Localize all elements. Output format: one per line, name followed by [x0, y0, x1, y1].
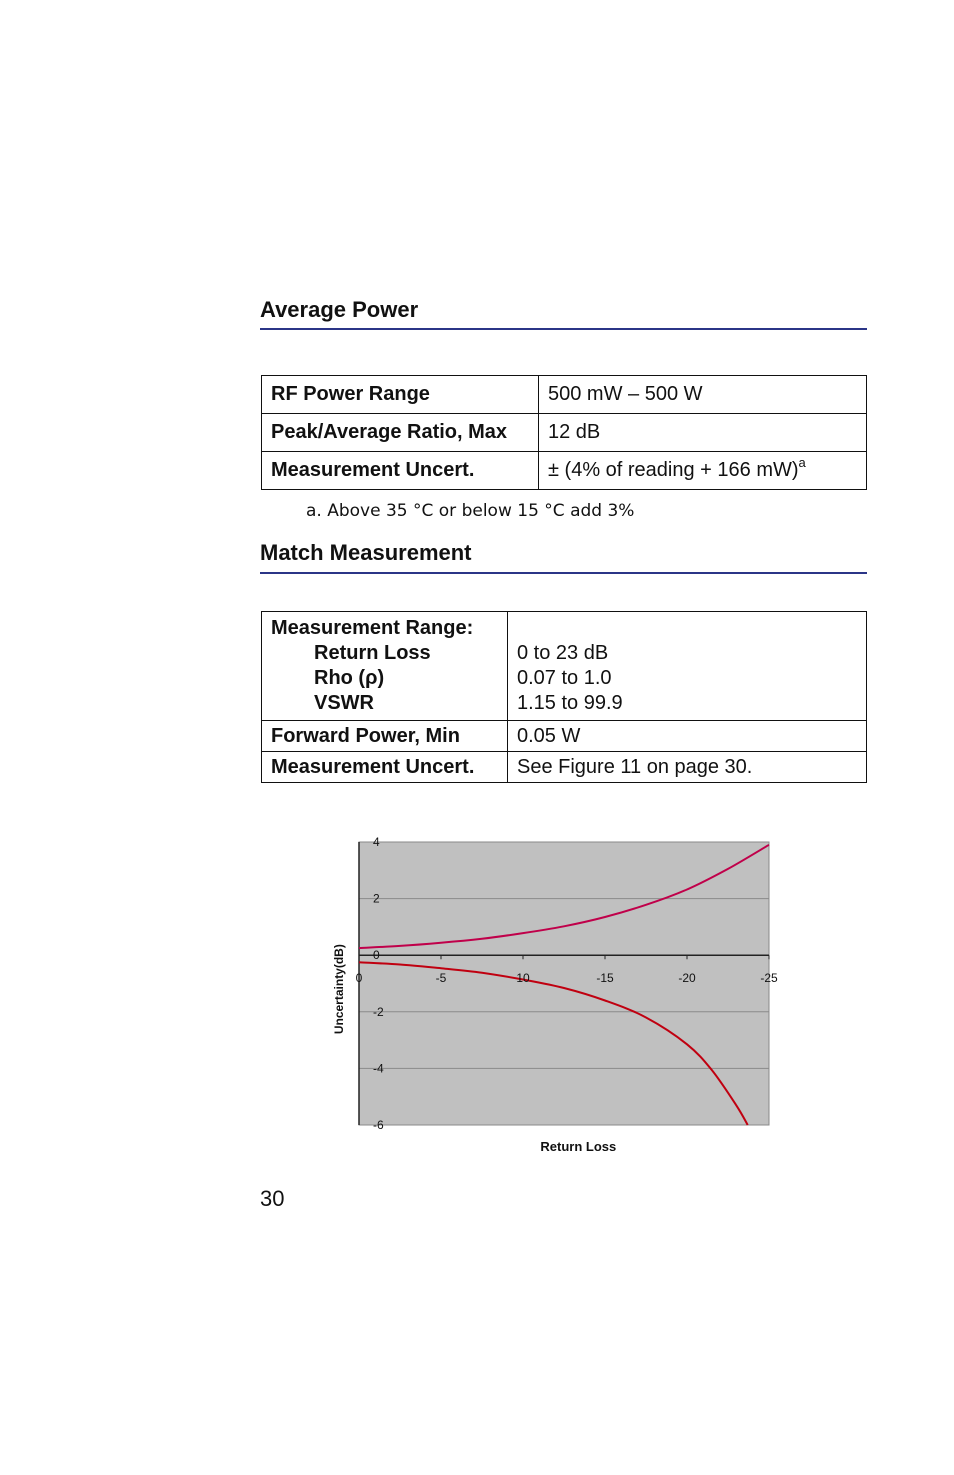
row-value — [539, 452, 867, 490]
footnote: a. Above 35 °C or below 15 °C add 3% — [306, 501, 635, 521]
page-number: 30 — [260, 1186, 285, 1211]
x-tick-label: -25 — [760, 971, 778, 986]
table-row — [262, 376, 867, 414]
row-label: RF Power Range — [262, 376, 539, 414]
average-power-table — [261, 375, 867, 490]
sub-label-return-loss: Return Loss — [314, 642, 431, 664]
table-row — [262, 414, 867, 452]
row-label — [262, 612, 508, 721]
row-value: 12 dB — [539, 414, 867, 452]
value-rho: 0.07 to 1.0 — [517, 667, 612, 689]
match-measurement-table — [261, 611, 867, 783]
x-tick-label: -20 — [678, 971, 696, 986]
section-rule — [260, 328, 867, 330]
value-return-loss: 0 to 23 dB — [517, 642, 609, 664]
uncertainty-chart — [326, 830, 786, 1165]
row-label: Measurement Uncert. — [262, 752, 508, 783]
row-value: See Figure 11 on page 30. — [508, 752, 867, 783]
section-title-match-measurement: Match Measurement — [260, 540, 472, 565]
section-rule — [260, 572, 867, 574]
sub-label-vswr: VSWR — [314, 692, 374, 714]
plot-area — [359, 842, 769, 1125]
row-label: Forward Power, Min — [262, 721, 508, 752]
y-tick-label: -2 — [373, 1004, 384, 1019]
table-row — [262, 721, 867, 752]
row-value — [508, 612, 867, 721]
y-axis-label: Uncertainty(dB) — [332, 944, 346, 1035]
x-axis-label: Return Loss — [540, 1139, 617, 1154]
y-tick-label: 0 — [373, 948, 380, 963]
y-tick-label: -4 — [373, 1061, 384, 1076]
table-row — [262, 452, 867, 490]
value-text: ± (4% of reading + 166 mW) — [548, 459, 799, 481]
y-tick-label: 2 — [373, 891, 380, 906]
sub-label-rho: Rho (ρ) — [314, 667, 385, 689]
section-title-average-power: Average Power — [260, 297, 419, 322]
y-tick-label: -6 — [373, 1118, 384, 1132]
value-vswr: 1.15 to 99.9 — [517, 692, 623, 714]
x-tick-label: -5 — [435, 971, 447, 986]
table-row — [262, 612, 867, 721]
x-tick-label: 10 — [516, 971, 530, 986]
x-tick-label: -15 — [596, 971, 614, 986]
row-label: Peak/Average Ratio, Max — [262, 414, 539, 452]
y-tick-label: 4 — [373, 835, 380, 849]
row-value: 500 mW – 500 W — [539, 376, 867, 414]
footnote-ref: a — [798, 455, 806, 470]
table-row — [262, 752, 867, 783]
x-tick-label: 0 — [355, 971, 363, 986]
row-label: Measurement Uncert. — [262, 452, 539, 490]
range-label: Measurement Range: — [271, 617, 474, 639]
row-value: 0.05 W — [508, 721, 867, 752]
